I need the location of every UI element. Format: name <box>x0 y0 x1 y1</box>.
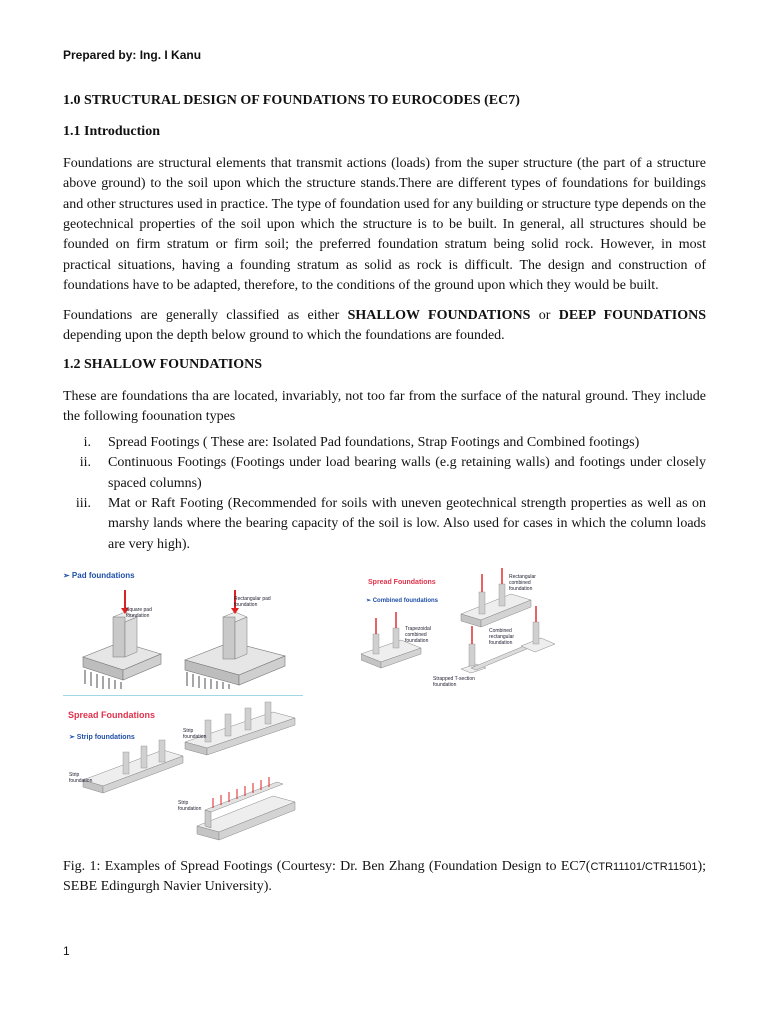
list-item-number: i. <box>83 434 91 450</box>
para2-text-e: depending upon the depth below ground to which the foundations are founded. <box>63 328 505 344</box>
intro-paragraph-2 <box>63 306 706 347</box>
spread-footings-figure <box>63 562 706 852</box>
intro-paragraph-1: Foundations are structural elements that transmit actions (loads) from the super structure (the part of a structure above ground) to the soil upon which the structure stands.There are different types of foundations for buildings and other structures used in practice. The type of foundation used for any building or structure type depends on the geotechnical properties of the soil upon which the structure is to be built. In general, all structures should be founded on firm stratum or firm soil; the preferred foundation stratum being solid rock. However, in most practical situations, having a founding stratum as solid as rock is difficult. The design and construction of foundations have to be adapted, therefore, to the conditions of the ground upon which they would be built. <box>63 155 706 294</box>
strip-label-bottom: Strip foundation <box>178 800 202 812</box>
intro-heading: 1.1 Introduction <box>63 124 160 140</box>
deep-term: DEEP FOUNDATIONS <box>558 307 707 323</box>
rect-pad-label: Rectangular pad foundation <box>234 596 271 608</box>
figure-divider <box>63 695 303 696</box>
shallow-term: SHALLOW FOUNDATIONS <box>347 307 531 323</box>
list-item <box>63 494 706 555</box>
page-number: 1 <box>63 944 70 958</box>
strip-label-top: Strip foundation <box>183 728 207 740</box>
section-title: 1.0 STRUCTURAL DESIGN OF FOUNDATIONS TO EUROCODES (EC7) <box>63 93 520 108</box>
combined-foundations-drawing <box>361 564 601 689</box>
shallow-intro: These are foundations tha are located, invariably, not too far from the surface of the natural ground. They include the following foounation types <box>63 388 706 425</box>
strapped-label: Strapped T-section foundation <box>433 676 475 688</box>
cantilever-label: Combined rectangular foundation <box>489 628 515 646</box>
para2-text-a: Foundations are generally classified as either <box>63 307 348 323</box>
list-item <box>63 433 706 453</box>
list-item-number: ii. <box>79 455 91 471</box>
caption-text-a: Fig. 1: Examples of Spread Footings (Courtesy: Dr. Ben Zhang (Foundation Design to EC7( <box>63 859 591 874</box>
spread-title-b: Spread Foundations <box>68 710 156 720</box>
strip-foundations-panel <box>63 700 303 850</box>
figure-caption <box>63 857 706 897</box>
list-item-text: Spread Footings ( These are: Isolated Pad foundations, Strap Footings and Combined footings) <box>108 434 640 450</box>
trap-combined-label: Trapezoidal combined foundation <box>405 626 431 644</box>
caption-code: CTR11101/CTR11501 <box>590 861 698 873</box>
combined-foundations-panel <box>361 564 601 689</box>
list-item <box>63 453 706 494</box>
list-item-text: Mat or Raft Footing (Recommended for soils with uneven geotechnical strength properties as well as on marshy lands where the bearing capacity of the soil is low. Also used for cases in which the column loads are very high). <box>108 495 706 552</box>
pad-title: ➢ Pad foundations <box>63 571 135 580</box>
square-pad-label: Square pad foundation <box>126 607 152 619</box>
list-item-text: Continuous Footings (Footings under load bearing walls (e.g retaining walls) and footings under closely spaced columns) <box>108 455 706 491</box>
combined-title: ➢ Combined foundations <box>366 598 439 604</box>
prepared-by: Prepared by: Ing. I Kanu <box>63 48 202 62</box>
para2-text-c: or <box>530 307 559 323</box>
foundation-types-list <box>63 433 706 555</box>
spread-title-a: Spread Foundations <box>368 579 436 586</box>
caption-text-b: ); SEBE Edingurgh Navier University). <box>63 859 706 894</box>
strip-title: ➢ Strip foundations <box>69 734 135 741</box>
strip-label-middle: Strip foundation <box>69 772 93 784</box>
pad-foundations-panel <box>63 562 303 690</box>
document-body <box>63 91 706 555</box>
pad-foundations-drawing <box>63 562 303 690</box>
strip-foundations-drawing <box>63 700 303 850</box>
rect-combined-label: Rectangular combined foundation <box>509 574 536 592</box>
list-item-number: iii. <box>75 495 91 511</box>
shallow-heading: 1.2 SHALLOW FOUNDATIONS <box>63 357 263 373</box>
